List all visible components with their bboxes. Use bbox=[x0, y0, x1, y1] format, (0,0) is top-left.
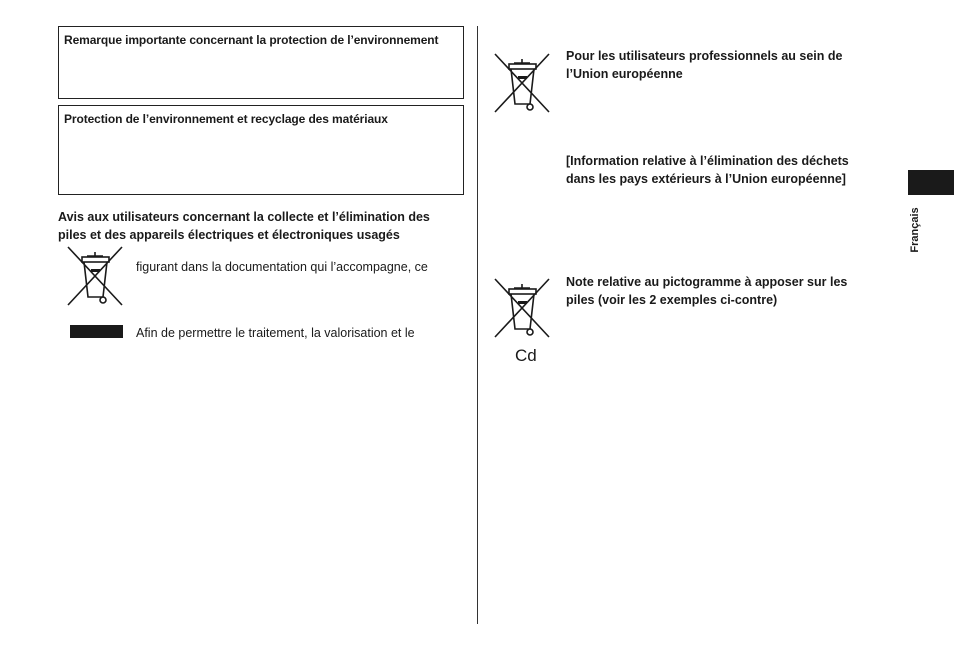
professional-users-heading bbox=[566, 47, 842, 83]
collection-notice-heading-line1: Avis aux utilisateurs concernant la collecte et l’élimination des bbox=[58, 210, 430, 224]
crossed-out-wheelie-bin-icon bbox=[493, 52, 551, 116]
para-treatment: Afin de permettre le traitement, la valorisation et le bbox=[136, 326, 415, 340]
recycling-title: Protection de l’environnement et recyclage des matériaux bbox=[64, 112, 388, 126]
professional-users-heading-line2: l’Union européenne bbox=[566, 67, 683, 81]
pictogram-note-heading-line2: piles (voir les 2 exemples ci-contre) bbox=[566, 293, 778, 307]
environment-notice-title: Remarque importante concernant la protection de l’environnement bbox=[64, 33, 439, 47]
pictogram-note-heading-line1: Note relative au pictogramme à apposer sur les bbox=[566, 275, 848, 289]
column-divider bbox=[477, 26, 478, 624]
non-eu-info-heading bbox=[566, 152, 849, 188]
cadmium-symbol-label: Cd bbox=[515, 346, 537, 365]
collection-notice-heading bbox=[58, 208, 430, 244]
crossed-out-wheelie-bin-icon bbox=[66, 245, 124, 309]
environment-notice-box bbox=[58, 26, 464, 99]
language-tab-marker bbox=[908, 170, 954, 195]
collection-notice-heading-line2: piles et des appareils électriques et électroniques usagés bbox=[58, 228, 400, 242]
non-eu-info-heading-line2: dans les pays extérieurs à l’Union européenne] bbox=[566, 172, 846, 186]
bar-symbol bbox=[70, 325, 123, 338]
non-eu-info-heading-line1: [Information relative à l’élimination des déchets bbox=[566, 154, 849, 168]
language-tab-label bbox=[905, 200, 925, 260]
crossed-out-wheelie-bin-icon bbox=[493, 277, 551, 341]
pictogram-note-heading bbox=[566, 273, 847, 309]
recycling-box bbox=[58, 105, 464, 195]
para-documentation: figurant dans la documentation qui l’accompagne, ce bbox=[136, 260, 428, 274]
language-tab-text: Français bbox=[909, 207, 921, 253]
professional-users-heading-line1: Pour les utilisateurs professionnels au sein de bbox=[566, 49, 843, 63]
